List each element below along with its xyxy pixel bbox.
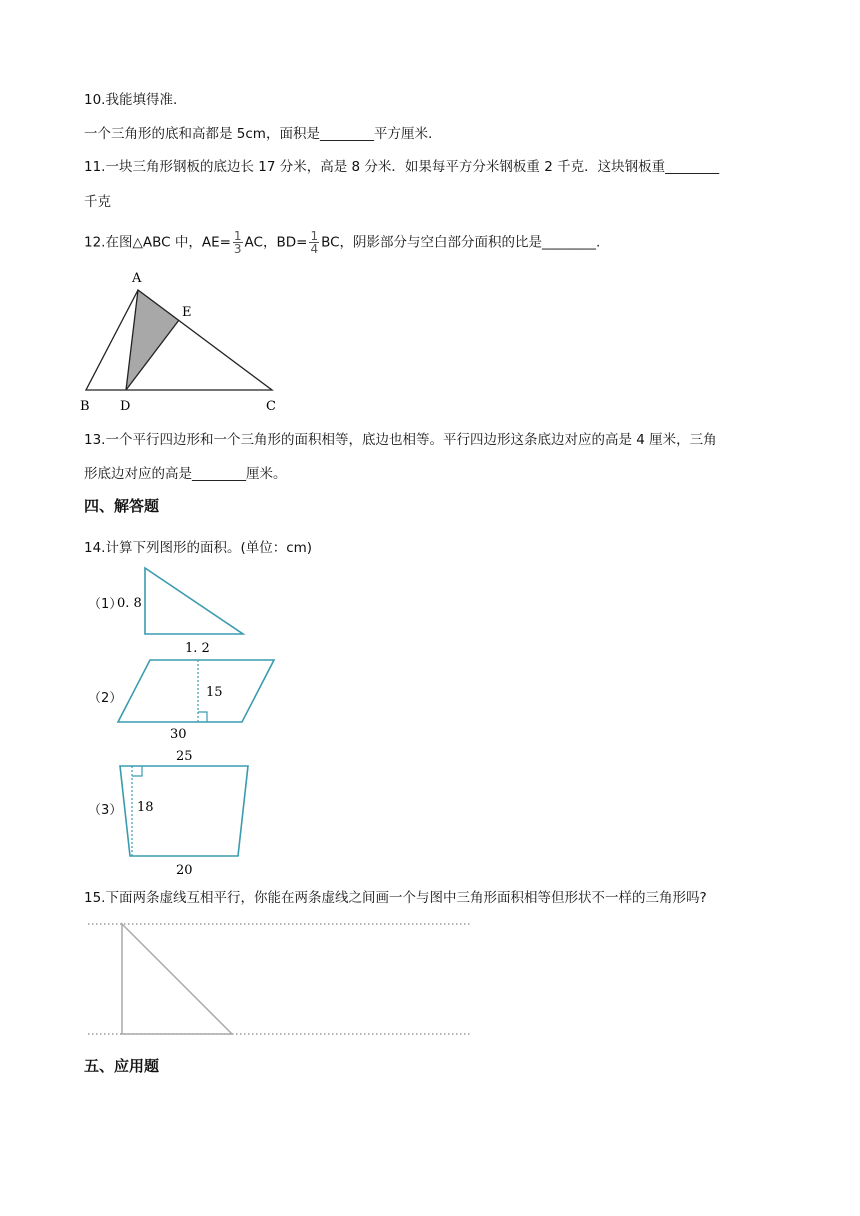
q15-parallel-lines-figure [84,916,474,1042]
fig1-triangle-shape [145,568,243,634]
q10-text: 一个三角形的底和高都是 5cm，面积是________平方厘米. [84,126,433,142]
label-a: A [132,271,142,286]
q10-title: 10.我能填得准. [84,92,178,108]
q11-line1: 11.一块三角形钢板的底边长 17 分米，高是 8 分米．如果每平方分米钢板重 2 千克．这块钢板重________ [84,159,720,175]
section-5-heading: 五、应用题 [84,1057,160,1075]
q15-text: 15.下面两条虚线互相平行，你能在两条虚线之间画一个与图中三角形面积相等但形状不一样的三角形吗? [84,890,707,906]
fig1-label: （1） [88,597,123,612]
section-4-heading: 四、解答题 [84,497,160,515]
fraction-bd: $\frac{1}{4}$ [310,229,319,256]
label-e: E [182,305,192,320]
shaded-triangle-ade [126,290,179,390]
fig2-parallelogram-shape [118,660,274,722]
fig3-trapezoid [110,744,270,880]
q12-suffix: BC，阴影部分与空白部分面积的比是________. [321,234,601,251]
fig2-height-label: 15 [206,685,223,700]
fig1-height-label: 0. 8 [117,596,142,611]
fig2-right-angle-mark [198,712,207,722]
fig3-top-label: 25 [176,749,193,764]
fig2-base-label: 30 [170,727,187,742]
q12-mid: AC，BD= [244,234,308,251]
triangle-abc-diagram [76,266,296,416]
label-d: D [120,399,131,414]
fig2-parallelogram [110,654,290,744]
label-c: C [266,399,276,414]
q12-text [84,230,600,255]
q13-line2: 形底边对应的高是________厘米。 [84,466,287,482]
q13-line1: 13.一个平行四边形和一个三角形的面积相等，底边也相等。平行四边形这条底边对应的高是 4 厘米，三角 [84,432,717,448]
reference-triangle [122,924,232,1034]
q11-line2: 千克 [84,194,111,210]
q12-prefix: 12.在图△ABC 中，AE= [84,234,231,251]
label-b: B [80,399,90,414]
fig3-right-angle-mark [132,766,142,776]
fig1-base-label: 1. 2 [185,641,210,656]
q14-title: 14.计算下列图形的面积。(单位：cm) [84,540,313,556]
triangle-abc-outline [86,290,272,390]
fig3-height-label: 18 [137,800,154,815]
fig3-bottom-label: 20 [176,863,193,878]
fraction-ae: $\frac{1}{3}$ [233,229,242,256]
fig2-label: （2） [88,691,123,706]
fig1-right-triangle [110,562,260,658]
fig3-label: （3） [88,803,123,818]
